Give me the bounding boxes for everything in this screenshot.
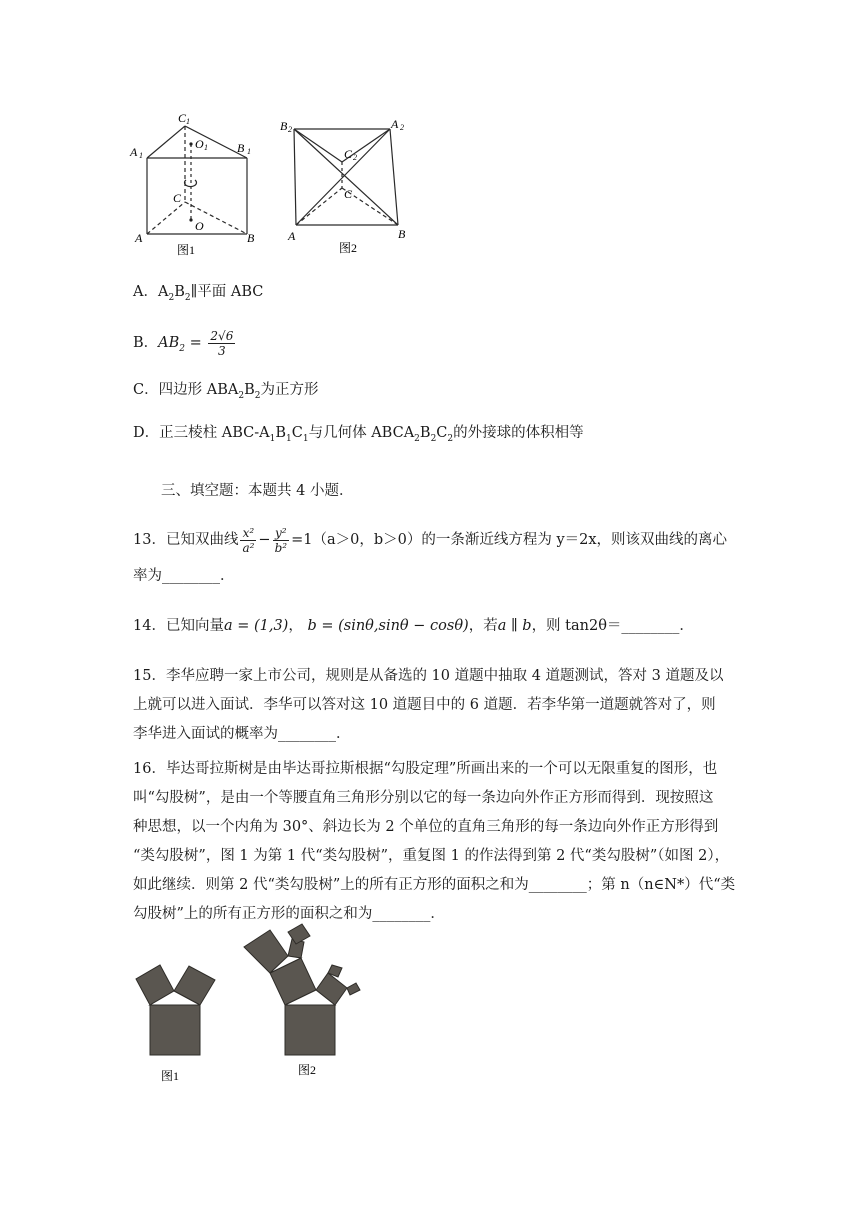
option-a: A．$A_2B_2\parallel$平面 ABC: [133, 284, 264, 303]
label-fig2-C: C: [344, 187, 353, 201]
question-13-line2: 率为________．: [133, 568, 235, 584]
question-14: 14．已知向量a = (1,3)， b = (sinθ,sinθ − cosθ)，若a ∥ b，则 tan2θ＝________．: [133, 618, 694, 634]
label-A2: A: [391, 117, 399, 131]
label-C2: C: [344, 147, 353, 161]
label-fig2-A: A: [288, 229, 296, 243]
label-B: B: [247, 231, 255, 245]
option-c: C．四边形 $ABA_2B_2$为正方形: [133, 382, 319, 401]
label-B1-sub: 1: [247, 147, 251, 156]
question-16: 16．毕达哥拉斯树是由毕达哥拉斯根据“勾股定理”所画出来的一个可以无限重复的图形，也 叫“勾股树”，是由一个等腰直角三角形分别以它的每一条边向外作正方形而得到．现按照这 种思想，以一个内角为 30°、斜边长为 2 个单位的直角三角形的每一条边向外作正方形得到 “类勾股树”，图 1 为第 1 代“类勾股树”，重复图 1 的作法得到第 2 代“类勾股树”（如图 2）， 如此继续．则第 2 代“类勾股树”上的所有正方形的面积之和为________；第 n（n∈N*）代“类 勾股树”上的所有正方形的面积之和为________．: [133, 761, 736, 922]
label-O1: O: [195, 137, 204, 151]
label-A1: A: [130, 145, 138, 159]
label-C1: C: [178, 111, 187, 125]
prism-figure-2: [278, 112, 418, 260]
option-b: B．$AB_2$ = $\frac{2√6}{3}$: [133, 328, 234, 358]
option-d: D．正三棱柱 ABC-$A_1B_1C_1$与几何体 $ABCA_2B_2C_2$的外接球的体积相等: [133, 425, 584, 444]
label-B2: B: [280, 119, 288, 133]
label-A2-sub: 2: [400, 123, 404, 132]
figure-2-caption: 图2: [339, 241, 358, 255]
pythagoras-tree-figure-1: [125, 960, 230, 1085]
label-A1-sub: 1: [139, 151, 143, 160]
tree1-base-square: [150, 1005, 200, 1055]
label-O1-sub: 1: [204, 143, 208, 152]
label-B1: B: [237, 141, 245, 155]
question-15: 15．李华应聘一家上市公司，规则是从备选的 10 道题中抽取 4 道题测试，答对 3 道题及以 上就可以进入面试．李华可以答对这 10 道题目中的 6 道题．若李华第一道题就答对了，则 李华进入面试的概率为________．: [133, 668, 724, 742]
figure-1-caption: 图1: [177, 243, 196, 257]
prism-figure-1: [125, 108, 270, 260]
label-fig2-B: B: [398, 227, 406, 241]
label-C: C: [173, 191, 182, 205]
option-b-fraction: $\frac{2√6}{3}$: [210, 328, 234, 358]
label-A: A: [135, 231, 143, 245]
section-title: 三、填空题：本题共 4 小题．: [161, 483, 354, 499]
label-C2-sub: 2: [353, 153, 357, 162]
pythagoras-tree-figure-2: [230, 920, 380, 1080]
label-B2-sub: 2: [288, 125, 292, 134]
question-13: 13．已知双曲线 $\frac{\text{x²}}{\text{a²}}$ − $\frac{\text{y²}}{\text{b²}}$ =1（a＞0，b＞0）的一条渐近线方程为 y＝2x，则该双曲线的离心: [133, 525, 728, 555]
tree-figure-1-caption: 图1: [161, 1069, 180, 1083]
label-O: O: [195, 219, 204, 233]
label-C1-sub: 1: [186, 117, 190, 126]
tree-figure-2-caption: 图2: [298, 1063, 317, 1077]
